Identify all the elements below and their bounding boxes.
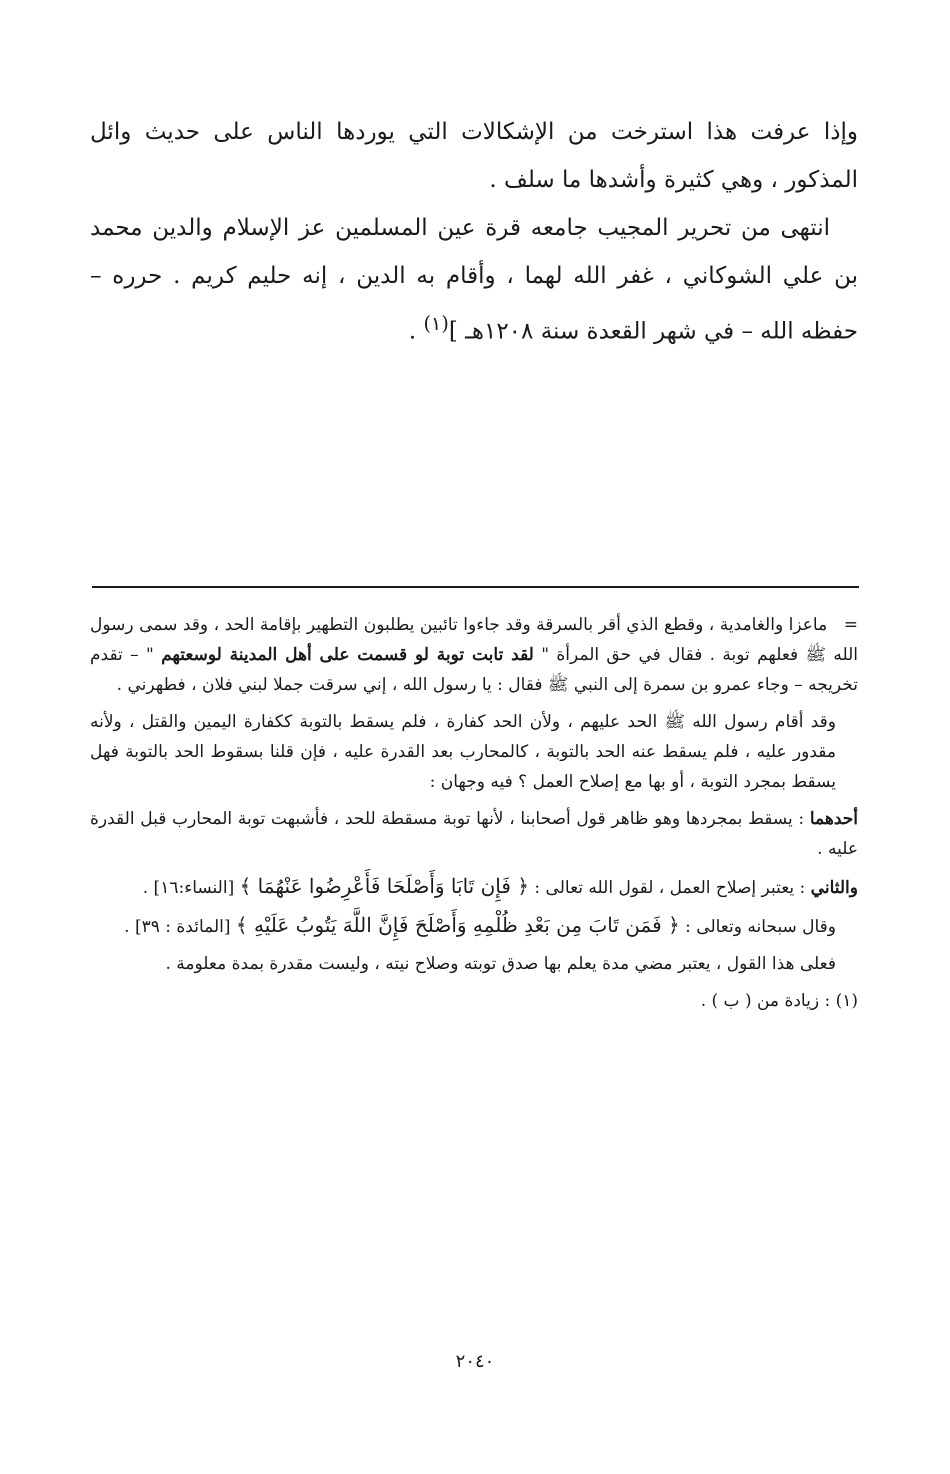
quran-verse: ﴿ فَإِن تَابَا وَأَصْلَحَا فَأَعْرِضُوا عَنْهُمَا ﴾ [239, 874, 530, 898]
footnote-paragraph [90, 871, 858, 903]
main-text-block [90, 108, 858, 356]
verse-reference: [المائدة : ٣٩] . [124, 917, 236, 937]
footnote-text: ماعزا والغامدية ، وقطع الذي أقر بالسرقة وقد جاءوا تائبين يطلبون التطهير بإقامة الحد ، وقد سمى رسول الله ﷺ فعلهم توبة . فقال في حق المرأة " [90, 615, 859, 665]
footnote-note: (١) : زيادة من ( ب ) . [700, 991, 858, 1011]
footnote-reference: (١) [423, 312, 449, 335]
footnotes-block [90, 610, 858, 1023]
page-number: ٢٠٤٠ [455, 1351, 495, 1372]
footnote-paragraph: وقد أقام رسول الله ﷺ الحد عليهم ، ولأن الحد كفارة ، فلم يسقط بالتوبة ككفارة اليمين والقتل ، ولأنه مقدور عليه ، فلم يسقط عنه الحد بالتوبة ، كالمحارب بعد القدرة عليه ، فإن قلنا بسقوط الحد بالتوبة فهل يسقط بمجرد التوبة ، أو بها مع إصلاح العمل ؟ فيه وجهان : [90, 712, 836, 792]
footnote-text: : يسقط بمجردها وهو ظاهر قول أصحابنا ، لأنها توبة مسقطة للحد ، فأشبهت توبة المحارب قبل القدرة عليه . [90, 809, 858, 859]
verse-reference: [النساء:١٦] . [142, 878, 240, 898]
footnote-paragraph [90, 910, 858, 942]
footnote-text: " – تقدم تخريجه – وجاء عمرو بن سمرة إلى النبي ﷺ فقال : يا رسول الله ، إني سرقت جملا لبني فلان ، فطهرني . [90, 645, 858, 695]
footnote-paragraph [90, 610, 858, 700]
second-opinion-label: والثاني [810, 878, 858, 898]
closing-period: . [408, 318, 424, 345]
footnote-text: وقال سبحانه وتعالى : [679, 917, 836, 937]
footnote-divider [92, 586, 859, 588]
main-paragraph-text: انتهى من تحرير المجيب جامعه قرة عين المسلمين عز الإسلام والدين محمد بن علي الشوكاني ، غفر الله لهما ، وأقام به الدين ، إنه حليم كريم . حرره – حفظه الله – في شهر القعدة سنة ١٢٠٨هـ ] [90, 215, 858, 345]
quran-verse: ﴿ فَمَن تَابَ مِن بَعْدِ ظُلْمِهِ وَأَصْلَحَ فَإِنَّ اللَّهَ يَتُوبُ عَلَيْهِ ﴾ [235, 913, 680, 937]
footnote-paragraph: فعلى هذا القول ، يعتبر مضي مدة يعلم بها صدق توبته وصلاح نيته ، وليست مقدرة بمدة معلومة . [165, 954, 836, 974]
footnote-text: : يعتبر إصلاح العمل ، لقول الله تعالى : [529, 878, 811, 898]
hadith-quote: لقد تابت توبة لو قسمت على أهل المدينة لوسعتهم [161, 645, 534, 665]
main-paragraph [90, 204, 858, 356]
first-opinion-label: أحدهما [809, 809, 858, 829]
continuation-marker: = [843, 615, 859, 635]
main-paragraph: وإذا عرفت هذا استرخت من الإشكالات التي يوردها الناس على حديث وائل المذكور ، وهي كثيرة وأشدها ما سلف . [90, 119, 858, 193]
footnote-paragraph [90, 804, 858, 864]
